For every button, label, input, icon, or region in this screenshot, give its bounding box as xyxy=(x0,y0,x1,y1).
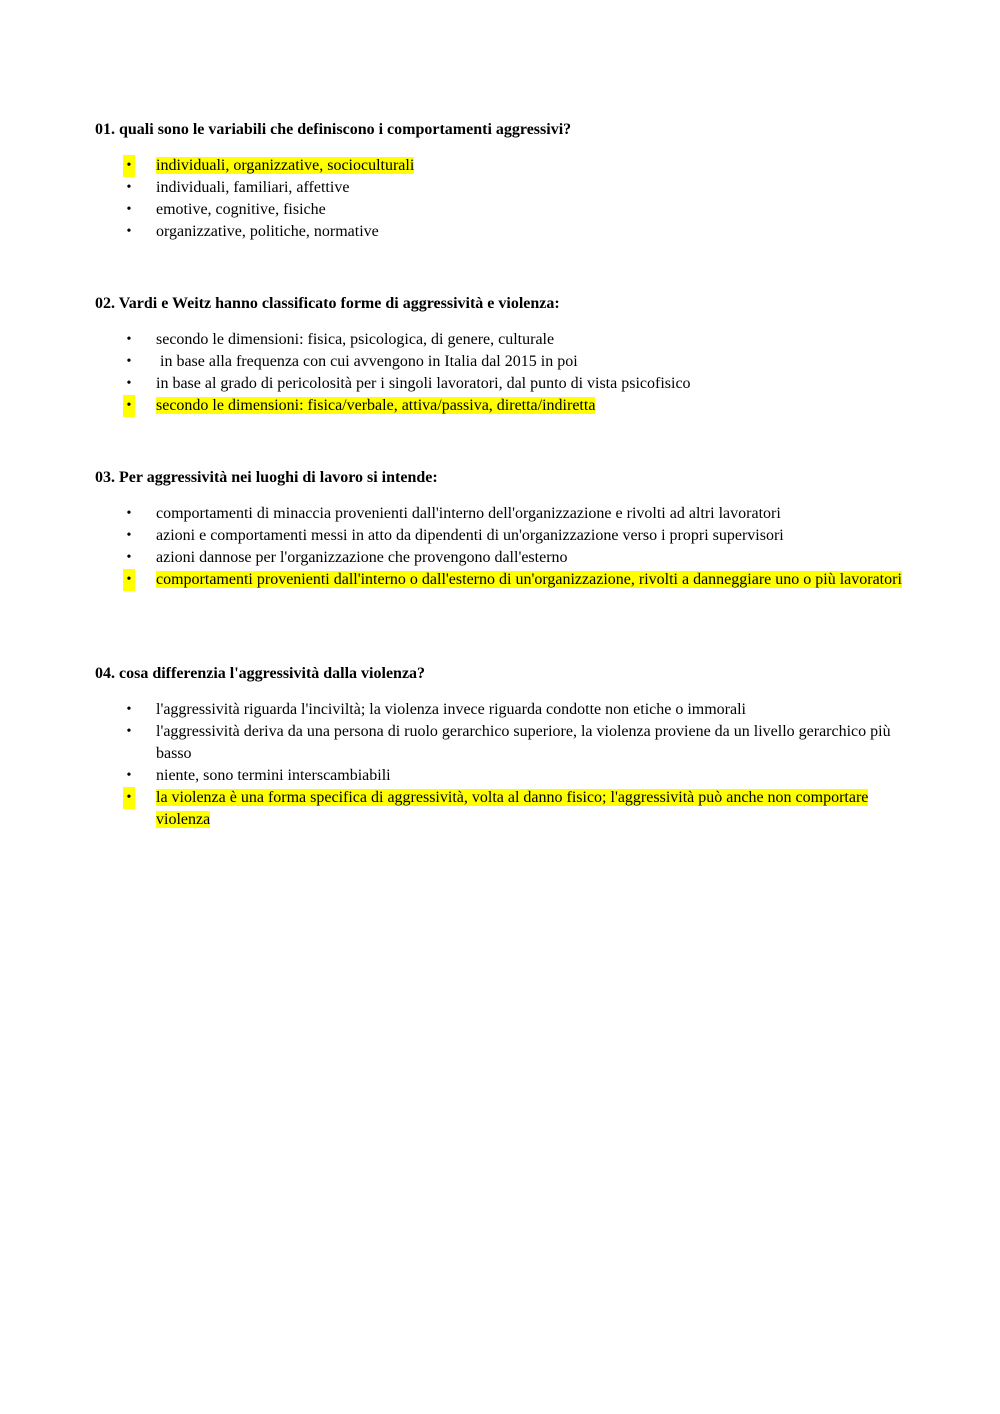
answer-item xyxy=(95,373,906,395)
answer-item xyxy=(95,721,906,765)
answer-list xyxy=(95,699,915,831)
bullet-icon: • xyxy=(126,202,132,217)
answer-text: azioni dannose per l'organizzazione che provengono dall'esterno xyxy=(156,549,568,566)
bullet-icon: • xyxy=(126,768,132,783)
answer-list xyxy=(95,503,915,591)
answer-text-highlighted: comportamenti provenienti dall'interno o dall'esterno di un'organizzazione, rivolti a danneggiare uno o più lavoratori xyxy=(156,571,902,588)
bullet-icon: • xyxy=(123,395,135,417)
bullet-icon: • xyxy=(126,550,132,565)
answer-text-highlighted: la violenza è una forma specifica di aggressività, volta al danno fisico; l'aggressività può anche non comportare violenza xyxy=(156,789,869,828)
question-title: 04. cosa differenzia l'aggressività dalla violenza? xyxy=(95,665,426,682)
question-2 xyxy=(95,293,915,417)
answer-item xyxy=(95,765,906,787)
answer-text: l'aggressività riguarda l'inciviltà; la violenza invece riguarda condotte non etiche o immorali xyxy=(156,701,746,718)
question-title: 02. Vardi e Weitz hanno classificato forme di aggressività e violenza: xyxy=(95,295,560,312)
answer-item xyxy=(95,199,906,221)
answer-text: in base alla frequenza con cui avvengono in Italia dal 2015 in poi xyxy=(156,353,578,370)
bullet-icon: • xyxy=(126,528,132,543)
bullet-icon: • xyxy=(126,506,132,521)
answer-text: niente, sono termini interscambiabili xyxy=(156,767,391,784)
answer-item xyxy=(95,569,906,591)
question-title: 01. quali sono le variabili che definiscono i comportamenti aggressivi? xyxy=(95,121,572,138)
bullet-icon: • xyxy=(126,376,132,391)
answer-text: azioni e comportamenti messi in atto da dipendenti di un'organizzazione verso i propri supervisori xyxy=(156,527,784,544)
bullet-icon: • xyxy=(123,569,135,591)
bullet-icon: • xyxy=(123,787,135,809)
answer-text: secondo le dimensioni: fisica, psicologica, di genere, culturale xyxy=(156,331,555,348)
bullet-icon: • xyxy=(126,224,132,239)
answer-text: organizzative, politiche, normative xyxy=(156,223,379,240)
answer-item xyxy=(95,351,906,373)
bullet-icon: • xyxy=(126,180,132,195)
answer-item xyxy=(95,699,906,721)
question-4 xyxy=(95,663,915,831)
answer-text: in base al grado di pericolosità per i singoli lavoratori, dal punto di vista psicofisico xyxy=(156,375,691,392)
question-title: 03. Per aggressività nei luoghi di lavoro si intende: xyxy=(95,469,438,486)
bullet-icon: • xyxy=(126,702,132,717)
answer-item xyxy=(95,329,906,351)
bullet-icon: • xyxy=(126,354,132,369)
answer-text: comportamenti di minaccia provenienti dall'interno dell'organizzazione e rivolti ad altri lavoratori xyxy=(156,505,781,522)
answer-text: individuali, familiari, affettive xyxy=(156,179,350,196)
bullet-icon: • xyxy=(126,724,132,739)
answer-text: emotive, cognitive, fisiche xyxy=(156,201,326,218)
answer-text-highlighted: secondo le dimensioni: fisica/verbale, attiva/passiva, diretta/indiretta xyxy=(156,397,596,414)
bullet-icon: • xyxy=(126,332,132,347)
answer-item xyxy=(95,177,906,199)
answer-item xyxy=(95,787,906,831)
question-1 xyxy=(95,119,915,243)
answer-item xyxy=(95,155,906,177)
answer-item xyxy=(95,503,906,525)
answer-item xyxy=(95,221,906,243)
answer-item xyxy=(95,395,906,417)
answer-item xyxy=(95,525,906,547)
answer-text: l'aggressività deriva da una persona di ruolo gerarchico superiore, la violenza proviene da un livello gerarchico più basso xyxy=(156,723,891,762)
answer-text-highlighted: individuali, organizzative, socioculturali xyxy=(156,157,415,174)
answer-item xyxy=(95,547,906,569)
answer-list xyxy=(95,329,915,417)
answer-list xyxy=(95,155,915,243)
bullet-icon: • xyxy=(123,155,135,177)
question-3 xyxy=(95,467,915,591)
